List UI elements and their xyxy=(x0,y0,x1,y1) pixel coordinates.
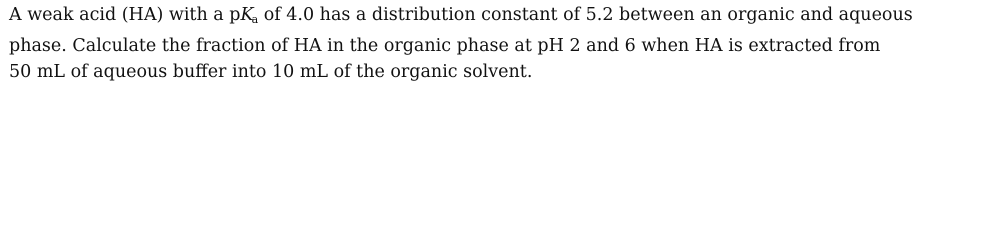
line-1-end: of 4.0 has a distribution constant of 5.2 between an organic and aqueous xyxy=(258,5,913,25)
problem-text xyxy=(9,2,989,85)
pka-k: K xyxy=(240,5,254,25)
problem-line-3: 50 mL of aqueous buffer into 10 mL of the organic solvent. xyxy=(9,62,533,82)
pka-symbol xyxy=(229,5,258,25)
pka-p: p xyxy=(229,5,241,25)
pka-subscript: a xyxy=(251,13,259,26)
problem-line-2: phase. Calculate the fraction of HA in the organic phase at pH 2 and 6 when HA is extracted from xyxy=(9,36,881,56)
line-1-start: A weak acid (HA) with a xyxy=(9,5,230,25)
problem-line-1 xyxy=(9,2,989,33)
